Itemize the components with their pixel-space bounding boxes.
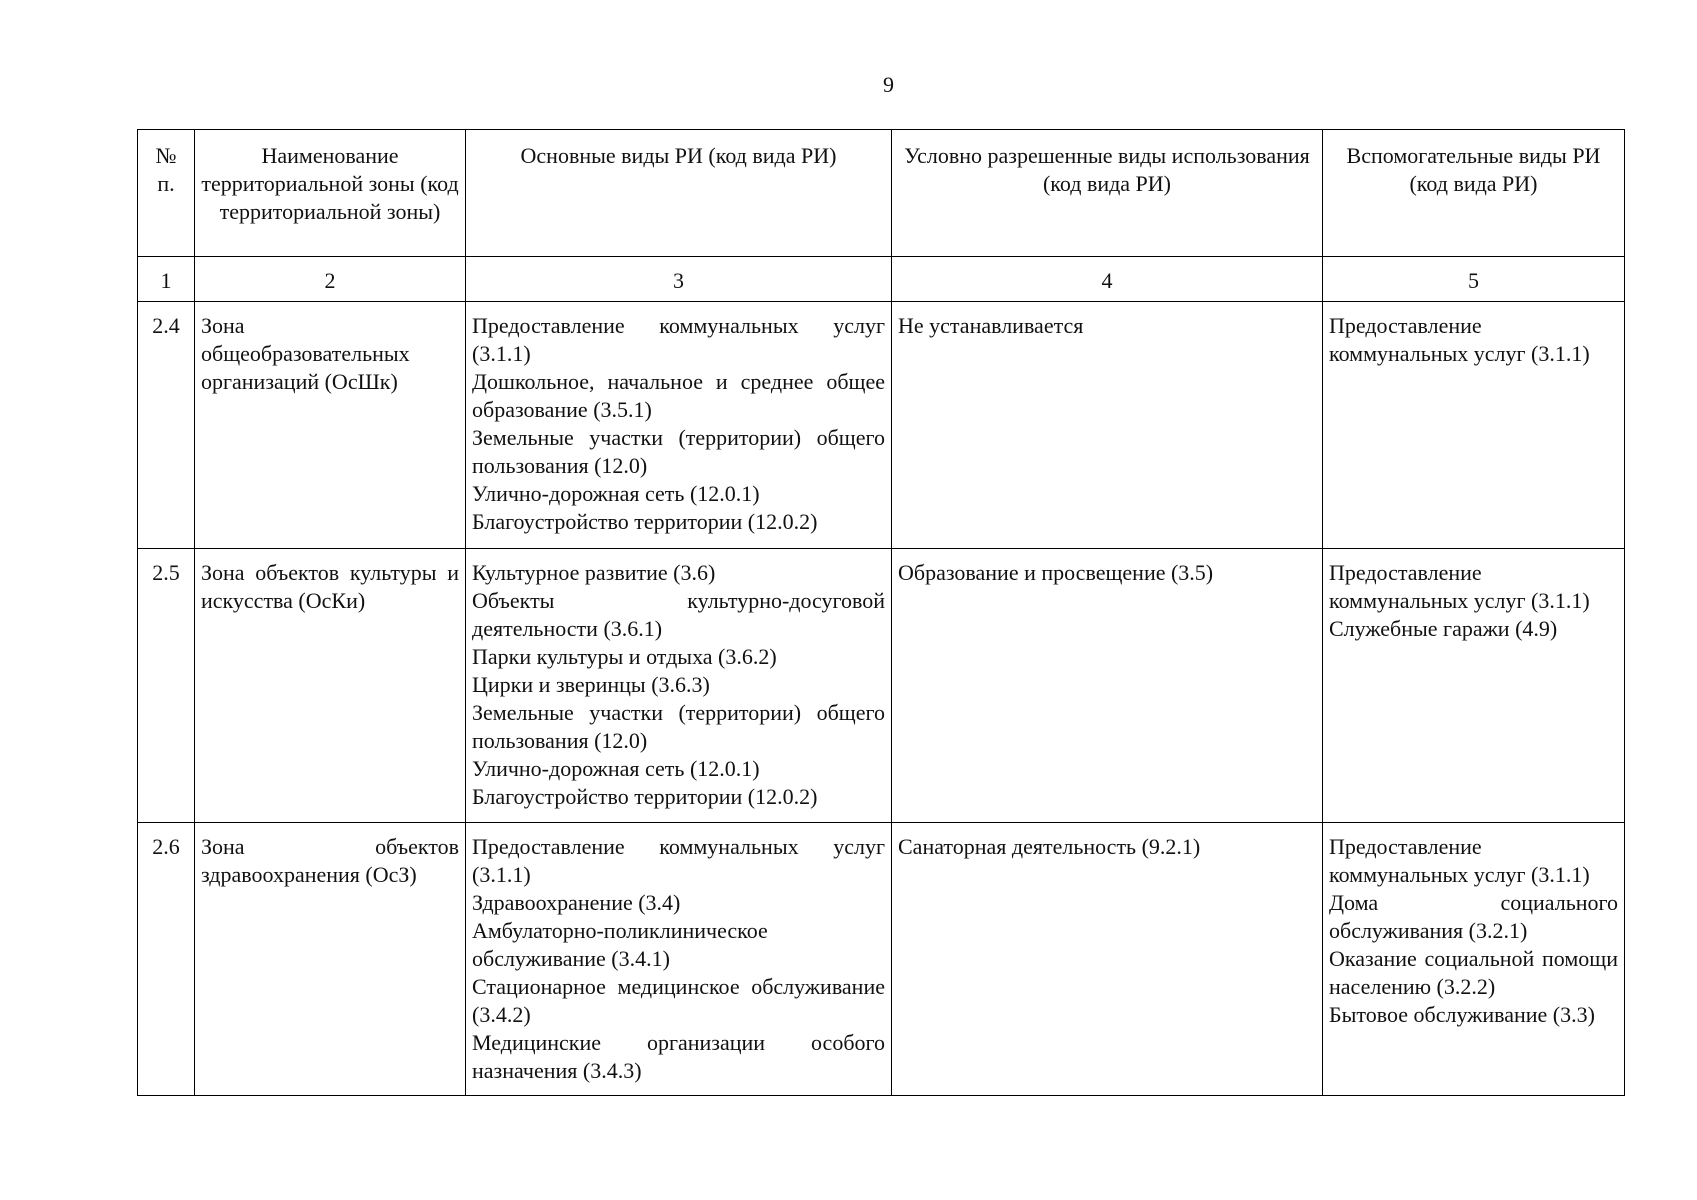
conditional-uses-cell [892, 549, 1323, 823]
column-number: 4 [892, 257, 1323, 302]
header-conditional-uses-label: Условно разрешенные виды использования (код вида РИ) [904, 143, 1310, 196]
row-number: 2.5 [138, 549, 195, 823]
zone-name-line: Зона объектов культуры и искусства (ОсКи) [201, 560, 459, 613]
zone-name-line: Зона объектов здравоохранения (ОсЗ) [201, 834, 459, 887]
use-item: Объекты культурно-досуговой деятельности (3.6.1) [472, 588, 885, 641]
use-item: Парки культуры и отдыха (3.6.2) [472, 644, 777, 669]
column-number: 2 [195, 257, 466, 302]
auxiliary-uses-cell [1323, 549, 1625, 823]
column-number: 3 [466, 257, 892, 302]
column-number: 1 [138, 257, 195, 302]
header-row [138, 130, 1625, 257]
header-auxiliary-uses [1323, 130, 1625, 257]
use-item: Служебные гаражи (4.9) [1329, 616, 1558, 641]
use-item: Бытовое обслуживание (3.3) [1329, 1002, 1595, 1027]
zone-name-line: общеобразовательных [201, 341, 410, 366]
use-item: Земельные участки (территории) общего пользования (12.0) [472, 425, 885, 478]
zone-name-cell [195, 823, 466, 1096]
zone-name-line: организаций (ОсШк) [201, 369, 398, 394]
use-item: Не устанавливается [898, 313, 1084, 338]
header-zone-label: Наименование территориальной зоны (код территориальной зоны) [201, 143, 459, 224]
use-item: Благоустройство территории (12.0.2) [472, 509, 818, 534]
use-item: Предоставление коммунальных услуг (3.1.1) [472, 834, 885, 887]
table-row [138, 823, 1625, 1096]
use-item: Оказание социальной помощи населению (3.2.2) [1329, 946, 1618, 999]
use-item: Образование и просвещение (3.5) [898, 560, 1214, 585]
main-uses-cell [466, 549, 892, 823]
use-item: Благоустройство территории (12.0.2) [472, 784, 818, 809]
zoning-table [137, 129, 1625, 1096]
page-number: 9 [883, 72, 894, 97]
conditional-uses-cell [892, 823, 1323, 1096]
main-uses-cell [466, 823, 892, 1096]
table-row [138, 549, 1625, 823]
use-item: Дошкольное, начальное и среднее общее образование (3.5.1) [472, 369, 885, 422]
header-auxiliary-uses-label: Вспомогательные виды РИ (код вида РИ) [1346, 143, 1601, 196]
use-item: Предоставление коммунальных услуг (3.1.1) [1329, 834, 1590, 887]
column-number: 5 [1323, 257, 1625, 302]
use-item: Предоставление коммунальных услуг (3.1.1) [472, 313, 885, 366]
table-row [138, 302, 1625, 549]
use-item: Стационарное медицинское обслуживание (3.4.2) [472, 974, 885, 1027]
use-item: Медицинские организации особого назначения (3.4.3) [472, 1030, 885, 1083]
use-item: Улично-дорожная сеть (12.0.1) [472, 756, 760, 781]
zone-name-line: Зона [201, 313, 245, 338]
header-zone [195, 130, 466, 257]
use-item: Санаторная деятельность (9.2.1) [898, 834, 1201, 859]
zone-name-cell [195, 302, 466, 549]
use-item: Культурное развитие (3.6) [472, 560, 716, 585]
use-item: Дома социального обслуживания (3.2.1) [1329, 890, 1618, 943]
header-main-uses [466, 130, 892, 257]
use-item: Предоставление коммунальных услуг (3.1.1) [1329, 313, 1590, 366]
row-number: 2.6 [138, 823, 195, 1096]
row-number: 2.4 [138, 302, 195, 549]
header-conditional-uses [892, 130, 1323, 257]
auxiliary-uses-cell [1323, 823, 1625, 1096]
header-number-label: № п. [155, 143, 177, 196]
main-uses-cell [466, 302, 892, 549]
auxiliary-uses-cell [1323, 302, 1625, 549]
column-number-row [138, 257, 1625, 302]
use-item: Амбулаторно-поликлиническое обслуживание (3.4.1) [472, 918, 768, 971]
header-main-uses-label: Основные виды РИ (код вида РИ) [520, 143, 837, 168]
header-number [138, 130, 195, 257]
conditional-uses-cell [892, 302, 1323, 549]
zone-name-cell [195, 549, 466, 823]
use-item: Предоставление коммунальных услуг (3.1.1) [1329, 560, 1590, 613]
use-item: Здравоохранение (3.4) [472, 890, 681, 915]
use-item: Земельные участки (территории) общего пользования (12.0) [472, 700, 885, 753]
use-item: Улично-дорожная сеть (12.0.1) [472, 481, 760, 506]
use-item: Цирки и зверинцы (3.6.3) [472, 672, 710, 697]
